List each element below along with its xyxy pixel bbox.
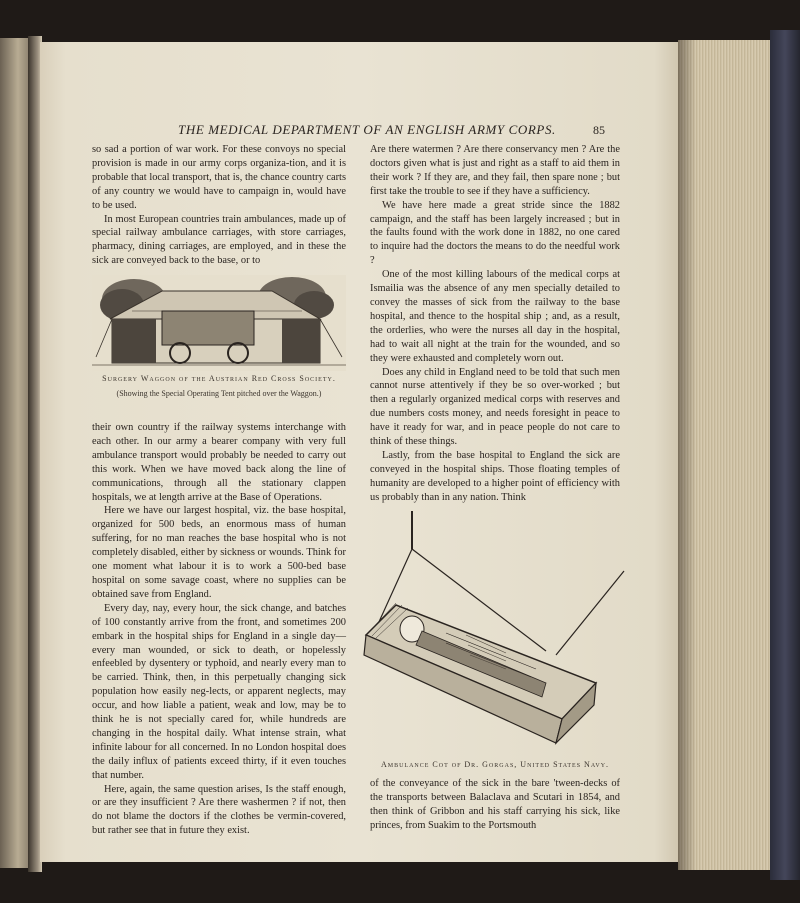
paragraph: Are there watermen ? Are there conservancy men ? Are the doctors given what is just and right as a staff to aid them in their work ? If they are, and they fail, then spare none ; but first take the trouble to see if they have a sufficiency. [370,144,620,197]
paragraph: Here, again, the same question arises, Is the staff enough, or are they insufficient ? Are there washermen ? if not, then do not blame the doctors if the clothes be vermin-covered, but rather see that in future they exist. [92,783,346,837]
figure-caption-subtitle: (Showing the Special Operating Tent pitched over the Waggon.) [116,389,322,398]
paragraph: Every day, nay, every hour, the sick change, and batches of 100 constantly arrive from the front, and sometimes 200 embark in the hospital ships for England in a single day—every man wounded, or sick to death, or hopelessly enfeebled by dysentery or typhoid, and nearly every man to be carried. Think, then, in this perpetually changing sick population how easily neg-lects, or apparent neglects, may occur, and how liable a patient, weak and low, may be to think he is not specially cared for, while hundreds are changing in the hospital daily. What intense strain, what infinite labour for all concerned. In no London hospital does the daily influx of patients exceed thirty, if it even touches that number. [92,602,346,781]
paragraph: so sad a portion of war work. For these convoys no special provision is made in our army corps organiza-tion, and it is probable that local transport, that is, the chance country carts of any country we would have to campaign in, would have to be used. [92,144,346,211]
paragraph: of the conveyance of the sick in the bare 'tween-decks of the transports between Balaclava and Scutari in 1854, and then think of Gribbon and his staff carrying his sick, like princes, from Suakim to the Portsmouth [370,778,620,831]
running-title: THE MEDICAL DEPARTMENT OF AN ENGLISH ARMY CORPS. [178,122,556,137]
paragraph: One of the most killing labours of the medical corps at Ismailia was the absence of any men specially detailed to convey the masses of sick from the railway to the base hospital, and thence to the hospital ship ; and, as a result, the orderlies, who were the nurses all day in the hospital, had to wait all night at the train for the wounded, and so they were exhausted and completely worn out. [370,269,620,364]
paragraph: Lastly, from the base hospital to England the sick are conveyed in the hospital ships. Those floating temples of humanity are developed to a higher point of efficiency with us probably than in any nation. Think [370,449,620,503]
ambulance-cot-engraving [356,505,626,755]
paragraph: In most European countries train ambulances, made up of special railway ambulance carriages, with store carriages, pharmacy, dining carriages, are employed, and in these the sick are conveyed back to the base, or to [92,213,346,267]
page-shadow [678,40,696,870]
book-binding [770,30,800,880]
left-page-edge [0,38,30,868]
paragraph: Does any child in England need to be told that such men cannot nurse attentively if they be so over-worked ; but then a regularly organized medical corps with reserves and due numbers costs money, and needs foresight in peace to have it ready for war, and in peace people do not care to think of these things. [370,366,620,448]
left-column-bottom [92,421,346,838]
right-column-top [370,143,620,505]
paragraph: Here we have our largest hospital, viz. the base hospital, organized for 500 beds, an enormous mass of human suffering, for no man reaches the base hospital who is not completely disabled, either by sickness or wounds. Think for one moment what labour it is to work a 500-bed base hospital on some savage coast, where no supplies can be obtained save from England. [92,505,346,600]
paragraph: their own country if the railway systems interchange with each other. In our army a bearer company with very full ambulance transport would probably be needed to carry out this work. When we have moved back along the line of communications, through all the stationary clappen hospitals, we at length arrive at the Base of Operations. [92,422,346,503]
figure-caption-title: Surgery Waggon of the Austrian Red Cross Society. [102,374,336,383]
figure-caption: Ambulance Cot of Dr. Gorgas, United States Navy. [380,760,610,769]
paragraph: We have here made a great stride since the 1882 campaign, and the staff has been largely increased ; but in the faults found with the work done in 1882, no one cared to inquire had the doctors the means to do the needful work ? [370,199,620,267]
page-number: 85 [593,123,605,137]
surgery-waggon-engraving [92,275,346,371]
right-column-bottom [370,777,620,833]
left-column-top [92,143,346,268]
